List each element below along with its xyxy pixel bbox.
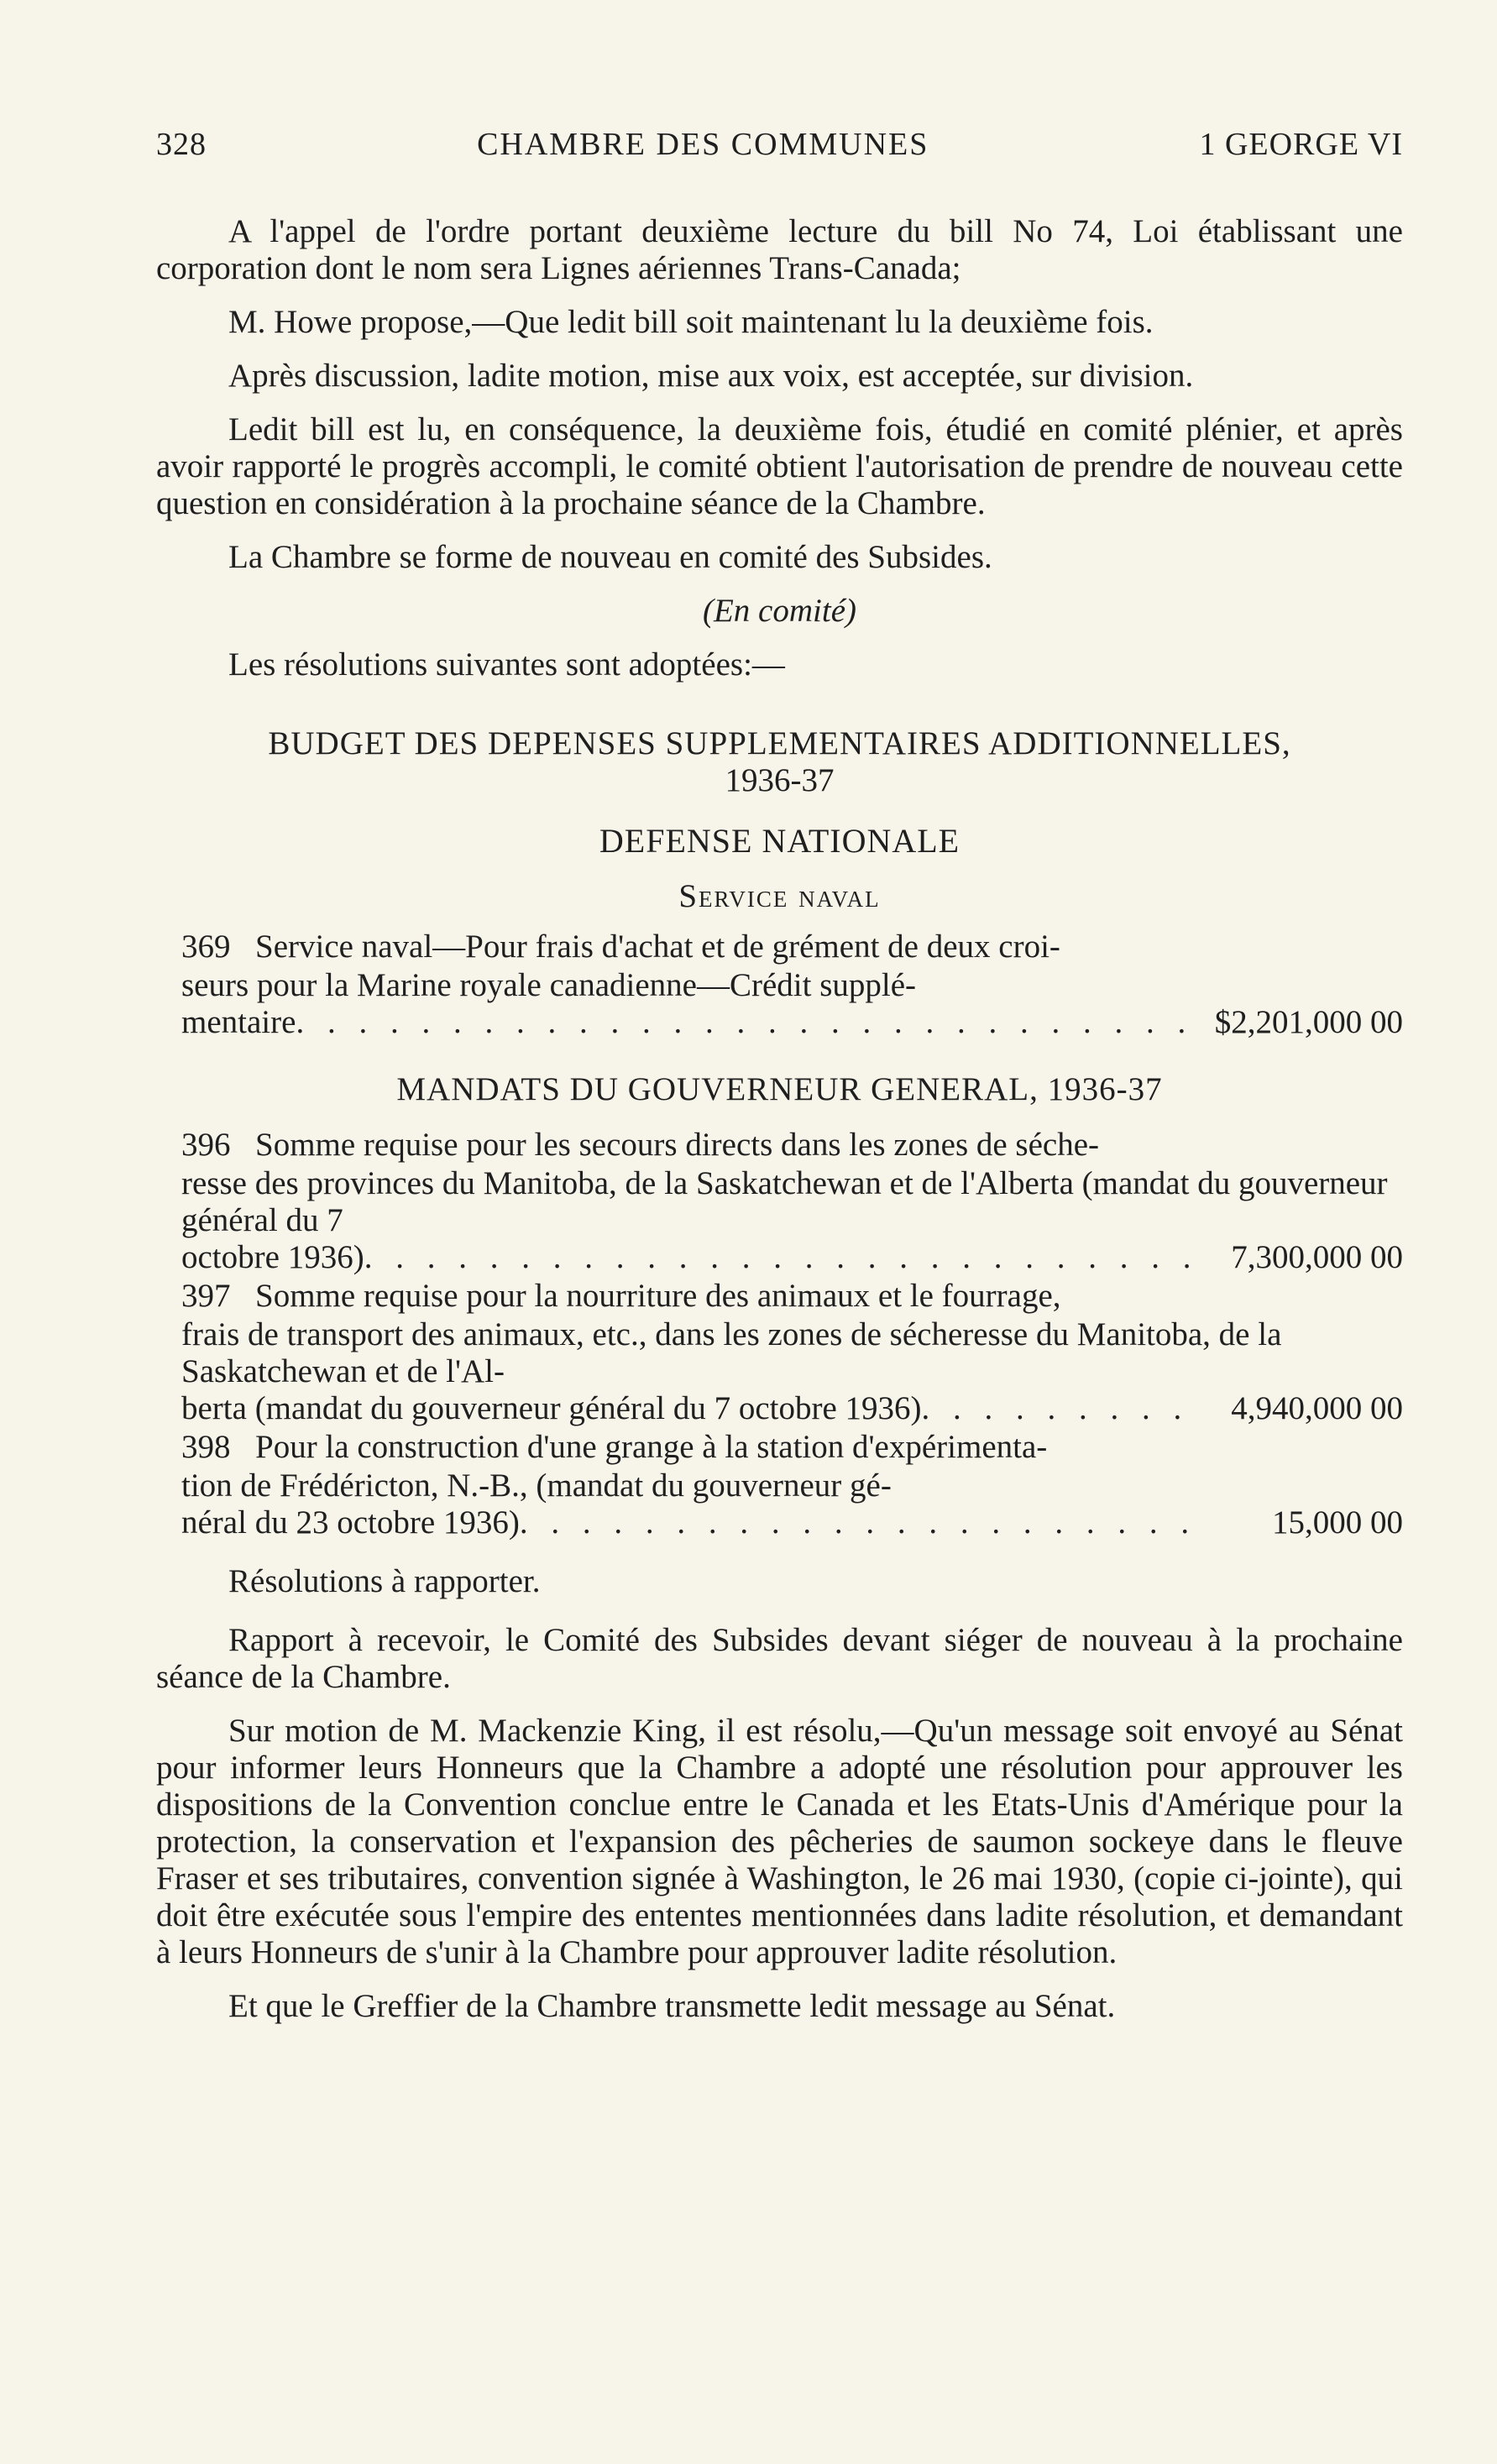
- item-first-line: Somme requise pour la nourriture des animaux et le fourrage,: [255, 1278, 1061, 1314]
- subsection-heading: Service naval: [678, 878, 881, 914]
- item-first-line: Pour la construction d'une grange à la station d'expérimenta-: [255, 1429, 1048, 1465]
- item-amount: 4,940,000 00: [1231, 1390, 1403, 1426]
- item-number: 396: [181, 1127, 231, 1163]
- paragraph-division: Après discussion, ladite motion, mise aux voix, est acceptée, sur division.: [228, 358, 1194, 394]
- item-number: 398: [181, 1429, 231, 1465]
- page-number: 328: [156, 127, 207, 162]
- budget-title: BUDGET DES DEPENSES SUPPLEMENTAIRES ADDITIONNELLES,: [268, 725, 1291, 761]
- leader-dots: [364, 1239, 1193, 1276]
- paragraph-resolutions-adopted: Les résolutions suivantes sont adoptées:—: [228, 646, 785, 683]
- item-number: 369: [181, 929, 231, 965]
- list-item: [156, 1127, 1403, 1276]
- page-title: CHAMBRE DES COMMUNES: [477, 127, 929, 162]
- session-label: 1 GEORGE VI: [1199, 127, 1403, 162]
- item-first-line: Somme requise pour les secours directs dans les zones de séche-: [255, 1127, 1100, 1163]
- en-comite-label: (En comité): [702, 593, 856, 629]
- paragraph-second-reading: A l'appel de l'ordre portant deuxième lecture du bill No 74, Loi établissant une corporation dont le nom sera Lignes aériennes Trans-Canada;: [156, 213, 1403, 286]
- list-item: [156, 1278, 1403, 1427]
- item-last-line: berta (mandat du gouverneur général du 7 octobre 1936): [181, 1390, 922, 1426]
- paragraph-clerk: Et que le Greffier de la Chambre transmette ledit message au Sénat.: [228, 1988, 1116, 2024]
- item-continuation: resse des provinces du Manitoba, de la Saskatchewan et de l'Alberta (mandat du gouverneur général du 7: [181, 1165, 1388, 1238]
- item-last-line: octobre 1936): [181, 1239, 364, 1275]
- department-heading: DEFENSE NATIONALE: [599, 822, 960, 860]
- item-first-line: Service naval—Pour frais d'achat et de grément de deux croi-: [255, 929, 1060, 965]
- paragraph-subsides: La Chambre se forme de nouveau en comité des Subsides.: [228, 539, 992, 575]
- paragraph-senate-motion: Sur motion de M. Mackenzie King, il est résolu,—Qu'un message soit envoyé au Sénat pour informer leurs Honneurs que la Chambre a adopté une résolution pour approuver les dispositions de la Convention conclue entre le Canada et les Etats-Unis d'Amérique pour la protection, la conservation et l'expansion des pêcheries de saumon sockeye dans le fleuve Fraser et ses tributaires, convention signée à Washington, le 26 mai 1930, (copie ci-jointe), qui doit être exécutée sous l'empire des ententes mentionnées dans ladite résolution, et demandant à leurs Honneurs de s'unir à la Chambre pour approuver ladite résolution.: [156, 1713, 1403, 1970]
- budget-year: 1936-37: [725, 762, 835, 798]
- paragraph-report: Rapport à recevoir, le Comité des Subsides devant siéger de nouveau à la prochaine séance de la Chambre.: [156, 1622, 1403, 1695]
- item-amount: 7,300,000 00: [1231, 1239, 1403, 1275]
- item-continuation: seurs pour la Marine royale canadienne—Crédit supplé-: [181, 967, 917, 1003]
- budget-item-list: [156, 929, 1403, 1041]
- leader-dots: [296, 1004, 1193, 1041]
- item-amount: $2,201,000 00: [1214, 1004, 1403, 1040]
- item-continuation: frais de transport des animaux, etc., dans les zones de sécheresse du Manitoba, de la Saskatchewan et de l'Al-: [181, 1316, 1282, 1389]
- mandats-item-list: [156, 1127, 1403, 1541]
- leader-dots: [520, 1504, 1193, 1541]
- item-amount: 15,000 00: [1272, 1504, 1403, 1541]
- mandats-heading: MANDATS DU GOUVERNEUR GENERAL, 1936-37: [396, 1071, 1163, 1107]
- item-last-line: mentaire: [181, 1004, 296, 1040]
- list-item: [156, 929, 1403, 1041]
- item-last-line: néral du 23 octobre 1936): [181, 1504, 520, 1541]
- resolutions-to-report: Résolutions à rapporter.: [228, 1563, 541, 1599]
- page-header: [156, 126, 1403, 163]
- item-number: 397: [181, 1278, 231, 1314]
- list-item: [156, 1429, 1403, 1541]
- item-continuation: tion de Frédéricton, N.-B., (mandat du gouverneur gé-: [181, 1467, 892, 1504]
- leader-dots: [922, 1390, 1194, 1427]
- paragraph-howe-motion: M. Howe propose,—Que ledit bill soit maintenant lu la deuxième fois.: [228, 304, 1154, 340]
- paragraph-committee: Ledit bill est lu, en conséquence, la deuxième fois, étudié en comité plénier, et après avoir rapporté le progrès accompli, le comité obtient l'autorisation de prendre de nouveau cette question en considération à la prochaine séance de la Chambre.: [156, 411, 1403, 521]
